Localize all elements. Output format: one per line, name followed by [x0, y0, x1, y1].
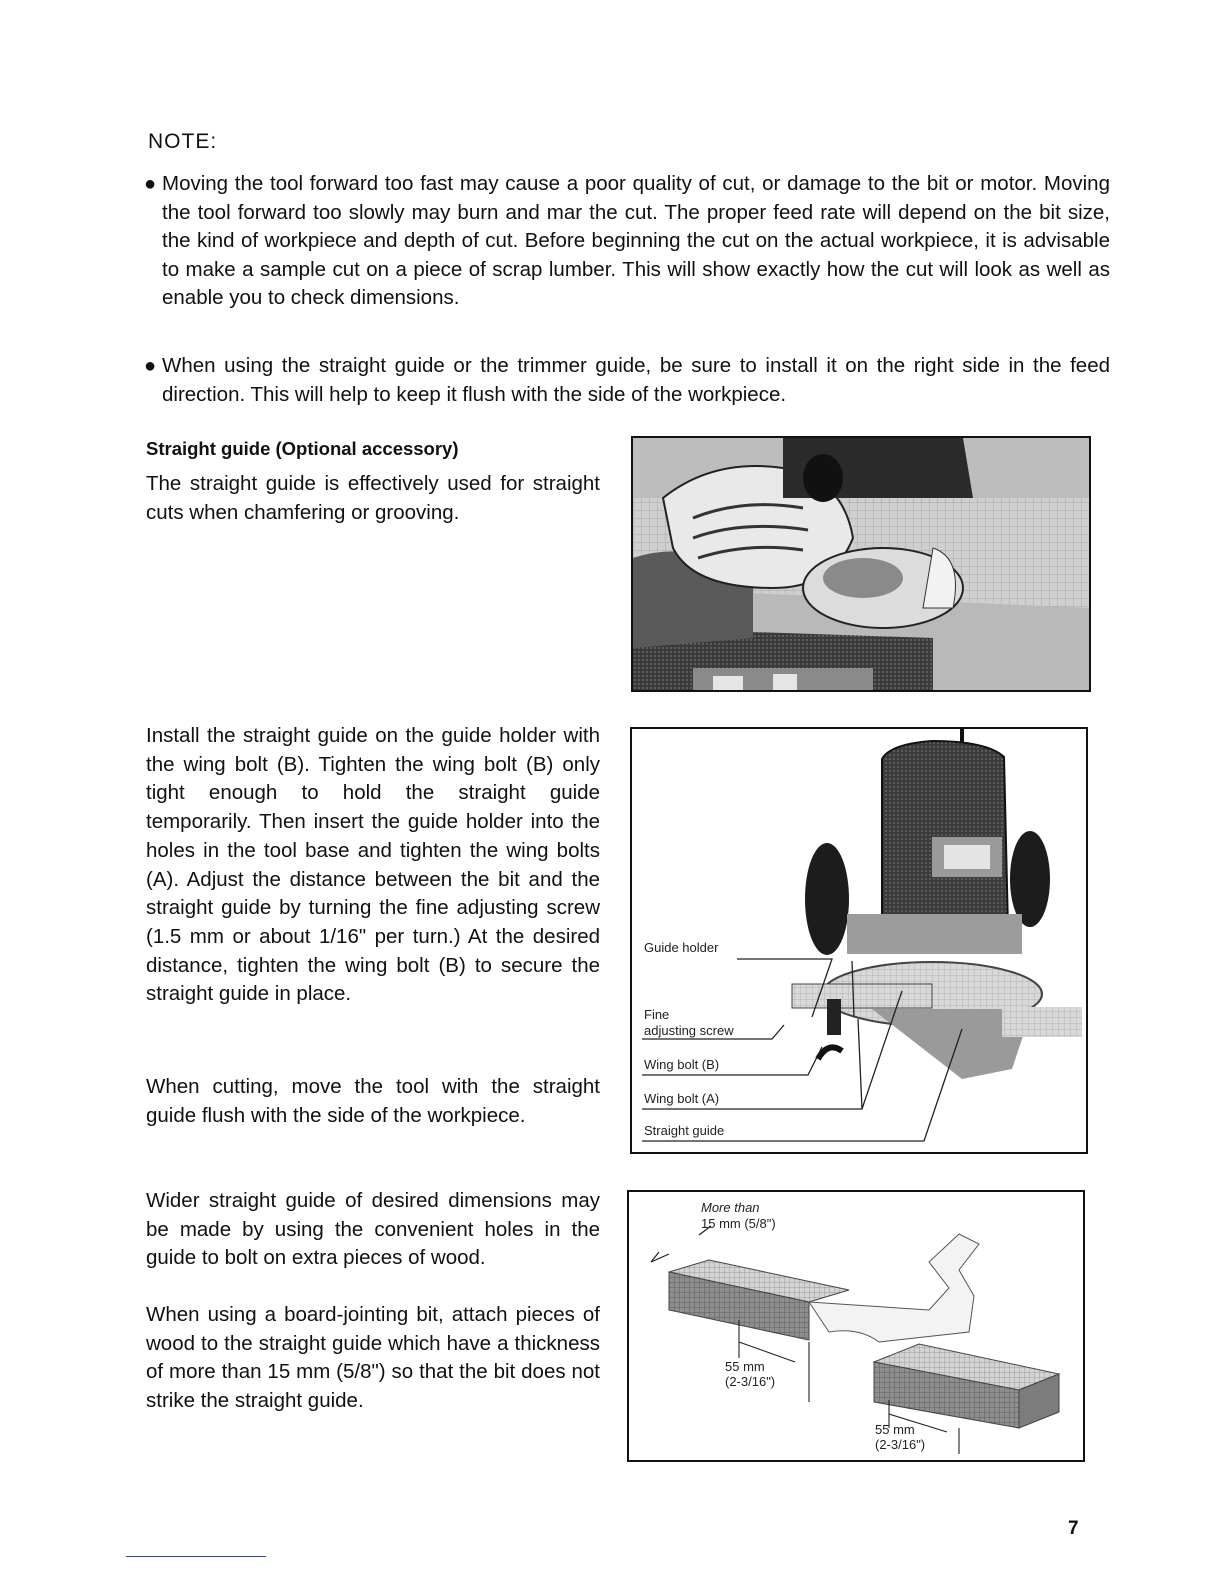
label-thickness: 15 mm (5/8") [701, 1216, 776, 1231]
label-dim1-in: (2-3/16") [725, 1374, 776, 1389]
install-paragraph: Install the straight guide on the guide holder with the wing bolt (B). Tighten the wing bolt (B) only tight enough to hold the straight guide temporarily. Then insert the guide holder into the holes in the tool base and tighten the wing bolts (A). Adjust the distance between the bit and the straight guide by turning the fine adjusting screw (1.5 mm or about 1/16" per turn.) At the desired distance, tighten the wing bolt (B) to secure the straight guide in place. [146, 724, 600, 1006]
note-title: NOTE: [148, 130, 218, 153]
label-fine: Fine [644, 1007, 670, 1022]
label-more-than: More than [701, 1200, 760, 1215]
label-dim1-mm: 55 mm [725, 1359, 765, 1374]
board-jointing-paragraph: When using a board-jointing bit, attach pieces of wood to the straight guide which have a thickness of more than 15 mm (5/8") so that the bit does not strike the straight guide. [146, 1303, 600, 1413]
label-guide-holder: Guide holder [644, 940, 719, 955]
straight-guide-diagram [630, 727, 1088, 1154]
page-number: 7 [1068, 1518, 1079, 1539]
cutting-paragraph: When cutting, move the tool with the straight guide flush with the side of the workpiece. [146, 1075, 600, 1127]
note-bullet-2 [144, 352, 1110, 409]
wider-guide-diagram [627, 1190, 1085, 1462]
label-straight-guide: Straight guide [644, 1123, 725, 1138]
label-wing-bolt-b: Wing bolt (B) [644, 1057, 720, 1072]
footer-rule [126, 1556, 266, 1557]
label-dim2-in: (2-3/16") [875, 1437, 926, 1452]
bullet-dot: ● [144, 173, 157, 195]
intro-paragraph: The straight guide is effectively used for straight cuts when chamfering or grooving. [146, 472, 600, 524]
note-bullet-2-text: When using the straight guide or the trimmer guide, be sure to install it on the right side in the feed direction. This will help to keep it flush with the side of the workpiece. [162, 354, 1110, 406]
note-bullet-1 [144, 170, 1110, 313]
label-fine-adjusting-screw: adjusting screw [644, 1023, 734, 1038]
bullet-dot: ● [144, 355, 157, 377]
label-wing-bolt-a: Wing bolt (A) [644, 1091, 720, 1106]
section-title: Straight guide (Optional accessory) [146, 438, 459, 459]
note-bullet-1-text: Moving the tool forward too fast may cause a poor quality of cut, or damage to the bit or motor. Moving the tool forward too slowly may burn and mar the cut. The proper feed rate will depend on the bit size, the kind of workpiece and depth of cut. Before beginning the cut on the actual workpiece, it is advisable to make a sample cut on a piece of scrap lumber. This will show exactly how the cut will look as well as enable you to check dimensions. [162, 172, 1110, 310]
router-cutting-photo [631, 436, 1091, 692]
router-cutting-illustration [633, 438, 1089, 690]
label-dim2-mm: 55 mm [875, 1422, 915, 1437]
wood-pieces-illustration [629, 1192, 1083, 1460]
wider-guide-paragraph: Wider straight guide of desired dimensions may be made by using the convenient holes in the guide to bolt on extra pieces of wood. [146, 1189, 600, 1270]
